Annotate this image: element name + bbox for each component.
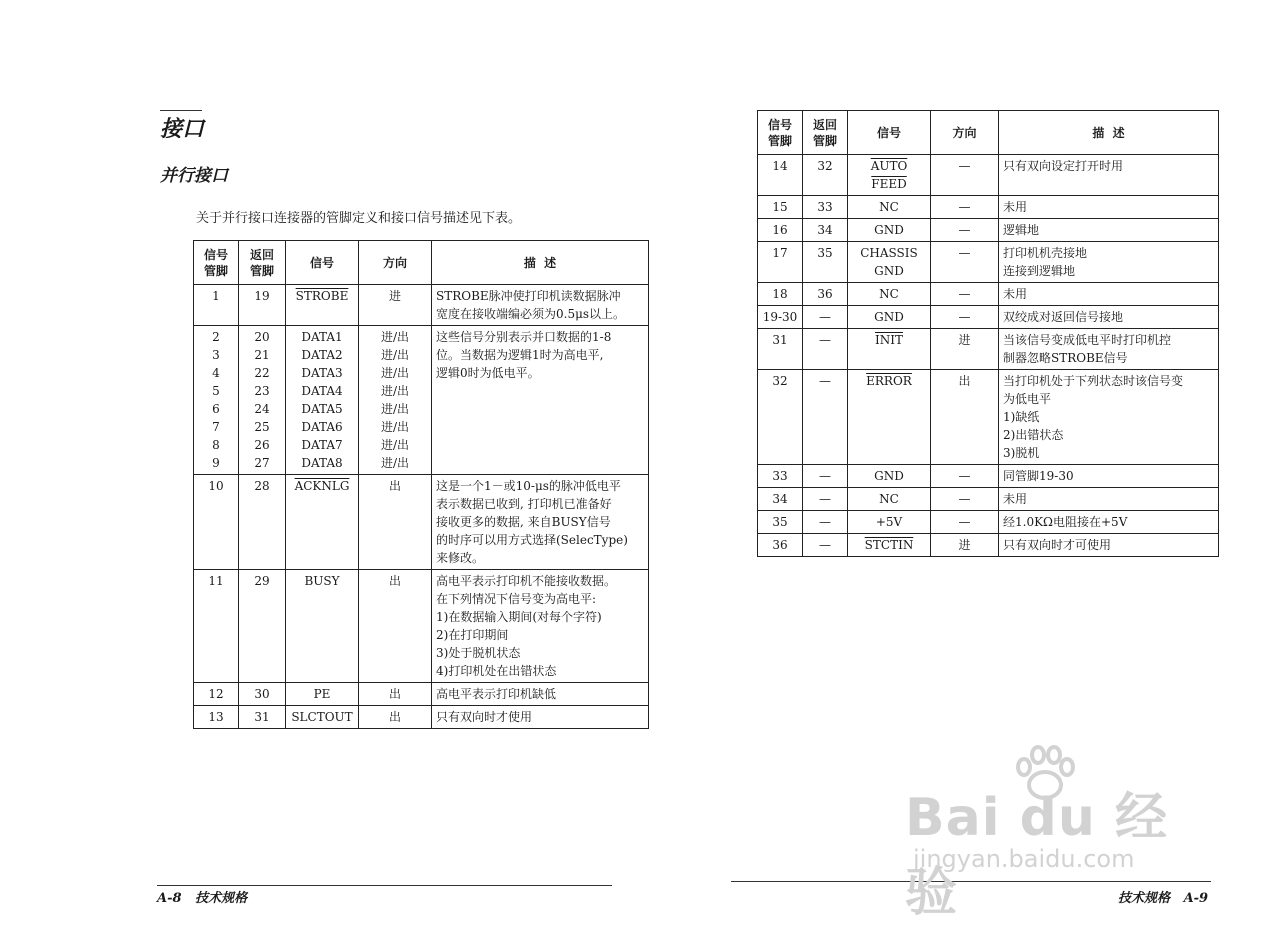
cell-description: 打印机机壳接地 连接到逻辑地 [999, 242, 1219, 283]
cell-signal: PE [286, 683, 359, 706]
cell-return-pin: 36 [803, 283, 848, 306]
cell-signal-pin: 15 [758, 196, 803, 219]
cell-description: 未用 [999, 488, 1219, 511]
header-description: 描 述 [432, 241, 649, 285]
cell-signal: DATA1 DATA2 DATA3 DATA4 DATA5 DATA6 DATA7 DATA8 [286, 326, 359, 475]
header-direction: 方向 [931, 111, 999, 155]
cell-signal-pin: 33 [758, 465, 803, 488]
cell-signal-pin: 10 [194, 475, 239, 570]
cell-signal-pin: 19-30 [758, 306, 803, 329]
cell-signal: +5V [848, 511, 931, 534]
table-row [758, 370, 1219, 465]
cell-signal: INIT [848, 329, 931, 370]
cell-direction: — [931, 283, 999, 306]
cell-direction: — [931, 511, 999, 534]
cell-direction: — [931, 196, 999, 219]
cell-return-pin: — [803, 511, 848, 534]
header-direction: 方向 [359, 241, 432, 285]
cell-direction: 出 [359, 683, 432, 706]
table-row [758, 283, 1219, 306]
cell-signal-pin: 16 [758, 219, 803, 242]
cell-return-pin: 32 [803, 155, 848, 196]
cell-signal: STROBE [286, 285, 359, 326]
table-row [758, 534, 1219, 557]
cell-description: 只有双向时才使用 [432, 706, 649, 729]
cell-signal: SLCTOUT [286, 706, 359, 729]
table-row [758, 306, 1219, 329]
cell-description: 高电平表示打印机缺低 [432, 683, 649, 706]
cell-signal: NC [848, 196, 931, 219]
cell-description: 这是一个1－或10-μs的脉冲低电平 表示数据已收到, 打印机已准备好 接收更多的数据, 来自BUSY信号 的时序可以用方式选择(SelecType) 来修改。 [432, 475, 649, 570]
table-row [758, 329, 1219, 370]
cell-return-pin: 29 [239, 570, 286, 683]
cell-signal-pin: 13 [194, 706, 239, 729]
watermark-url: jingyan.baidu.com [913, 845, 1135, 873]
cell-direction: 出 [359, 570, 432, 683]
cell-return-pin: — [803, 370, 848, 465]
cell-return-pin: 20 21 22 23 24 25 26 27 [239, 326, 286, 475]
cell-description: 高电平表示打印机不能接收数据。 在下列情况下信号变为高电平: 1)在数据输入期间(对每个字符) 2)在打印期间 3)处于脱机状态 4)打印机处在出错状态 [432, 570, 649, 683]
table-row [194, 285, 649, 326]
cell-signal: GND [848, 306, 931, 329]
header-signal-pin: 信号 管脚 [194, 241, 239, 285]
cell-return-pin: 30 [239, 683, 286, 706]
cell-description: 经1.0KΩ电阻接在+5V [999, 511, 1219, 534]
cell-description: 未用 [999, 196, 1219, 219]
cell-direction: — [931, 306, 999, 329]
header-description: 描 述 [999, 111, 1219, 155]
header-signal: 信号 [848, 111, 931, 155]
cell-direction: — [931, 242, 999, 283]
left-pin-table [193, 240, 649, 729]
cell-direction: 进/出 进/出 进/出 进/出 进/出 进/出 进/出 进/出 [359, 326, 432, 475]
table-row [194, 326, 649, 475]
cell-signal: ERROR [848, 370, 931, 465]
table-header-row [194, 241, 649, 285]
cell-direction: — [931, 488, 999, 511]
cell-return-pin: — [803, 488, 848, 511]
cell-signal-pin: 32 [758, 370, 803, 465]
right-pin-table [757, 110, 1219, 557]
header-signal-pin: 信号 管脚 [758, 111, 803, 155]
table-row [758, 511, 1219, 534]
table-row [194, 683, 649, 706]
cell-return-pin: 28 [239, 475, 286, 570]
cell-return-pin: — [803, 329, 848, 370]
cell-signal-pin: 18 [758, 283, 803, 306]
cell-description: 未用 [999, 283, 1219, 306]
table-row [758, 196, 1219, 219]
title-rule [160, 110, 202, 111]
cell-description: 当打印机处于下列状态时该信号变 为低电平 1)缺纸 2)出错状态 3)脱机 [999, 370, 1219, 465]
cell-signal-pin: 17 [758, 242, 803, 283]
cell-description: 只有双向时才可使用 [999, 534, 1219, 557]
cell-signal: ACKNLG [286, 475, 359, 570]
table-header-row [758, 111, 1219, 155]
cell-description: 当该信号变成低电平时打印机控 制器忽略STROBE信号 [999, 329, 1219, 370]
table-row [758, 219, 1219, 242]
left-footer-rule [157, 885, 612, 886]
cell-signal-pin: 31 [758, 329, 803, 370]
cell-direction: — [931, 219, 999, 242]
watermark-brand: Bai du 经验 [905, 788, 1168, 923]
cell-return-pin: 34 [803, 219, 848, 242]
table-row [758, 155, 1219, 196]
intro-text: 关于并行接口连接器的管脚定义和接口信号描述见下表。 [196, 211, 522, 226]
cell-direction: — [931, 465, 999, 488]
cell-return-pin: 19 [239, 285, 286, 326]
table-row [194, 570, 649, 683]
cell-signal-pin: 2 3 4 5 6 7 8 9 [194, 326, 239, 475]
left-footer: A-8 技术规格 [157, 891, 248, 906]
cell-signal-pin: 1 [194, 285, 239, 326]
cell-signal: BUSY [286, 570, 359, 683]
cell-description: 只有双向设定打开时用 [999, 155, 1219, 196]
cell-signal: AUTO FEED [848, 155, 931, 196]
cell-direction: 进 [931, 534, 999, 557]
cell-return-pin: — [803, 306, 848, 329]
table-row [194, 475, 649, 570]
table-row [758, 465, 1219, 488]
cell-direction: — [931, 155, 999, 196]
cell-description: 这些信号分别表示并口数据的1-8 位。当数据为逻辑1时为高电平, 逻辑0时为低电平。 [432, 326, 649, 475]
cell-description: 同管脚19-30 [999, 465, 1219, 488]
right-footer: 技术规格 A-9 [1118, 891, 1209, 906]
cell-return-pin: 31 [239, 706, 286, 729]
cell-signal-pin: 11 [194, 570, 239, 683]
cell-signal: NC [848, 283, 931, 306]
cell-signal-pin: 36 [758, 534, 803, 557]
cell-signal: NC [848, 488, 931, 511]
cell-description: 双绞成对返回信号接地 [999, 306, 1219, 329]
cell-signal: STCTIN [848, 534, 931, 557]
cell-direction: 进 [931, 329, 999, 370]
header-signal: 信号 [286, 241, 359, 285]
cell-signal: GND [848, 219, 931, 242]
table-row [758, 488, 1219, 511]
cell-return-pin: 35 [803, 242, 848, 283]
cell-direction: 出 [931, 370, 999, 465]
cell-direction: 进 [359, 285, 432, 326]
cell-signal-pin: 14 [758, 155, 803, 196]
header-return-pin: 返回 管脚 [803, 111, 848, 155]
section-title: 并行接口 [160, 166, 228, 186]
cell-signal: GND [848, 465, 931, 488]
cell-signal-pin: 34 [758, 488, 803, 511]
page-title: 接口 [160, 117, 205, 142]
cell-signal: CHASSIS GND [848, 242, 931, 283]
cell-signal-pin: 12 [194, 683, 239, 706]
cell-return-pin: — [803, 465, 848, 488]
header-return-pin: 返回 管脚 [239, 241, 286, 285]
cell-return-pin: — [803, 534, 848, 557]
cell-signal-pin: 35 [758, 511, 803, 534]
cell-description: STROBE脉冲使打印机读数据脉冲 宽度在接收端编必须为0.5μs以上。 [432, 285, 649, 326]
cell-description: 逻辑地 [999, 219, 1219, 242]
table-row [194, 706, 649, 729]
cell-direction: 出 [359, 475, 432, 570]
table-row [758, 242, 1219, 283]
cell-direction: 出 [359, 706, 432, 729]
cell-return-pin: 33 [803, 196, 848, 219]
